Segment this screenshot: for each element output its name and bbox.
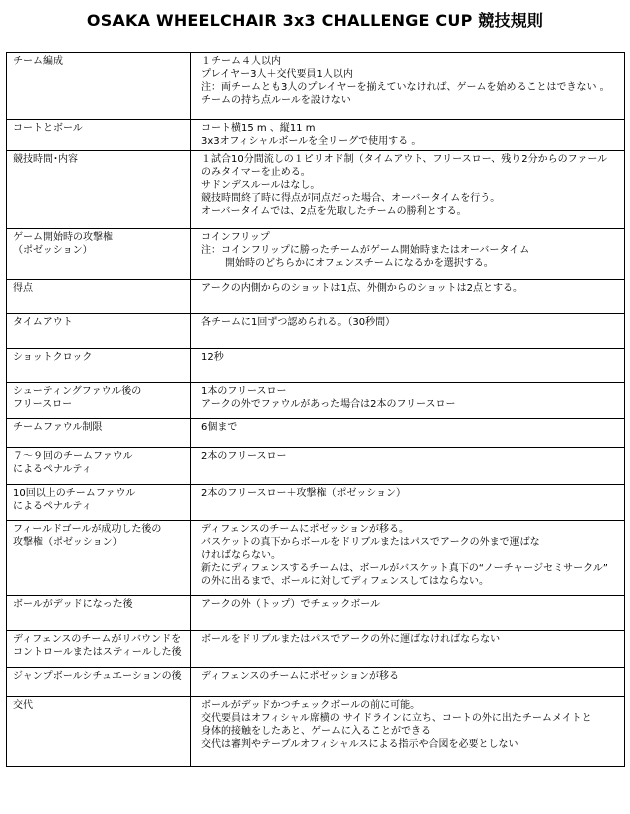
rule-value-line: 2本のフリースロー <box>201 451 287 462</box>
rule-value-cell <box>191 229 625 280</box>
rule-label-line: コートとボール <box>13 123 83 134</box>
rule-value-line: チームの持ち点ルールを設けない <box>201 95 351 106</box>
rule-value-line: ボールをドリブルまたはパスでアークの外に運ばなければならない <box>201 634 501 645</box>
rule-label-cell <box>7 53 191 120</box>
rule-label-line: コントロールまたはスティールした後 <box>13 647 182 658</box>
rule-value-cell <box>191 120 625 151</box>
rule-value-line: ボールがデッドかつチェックボールの前に可能。 <box>201 700 421 711</box>
rule-label-line: ７～９回のチームファウル <box>13 451 133 462</box>
rule-label-line: によるペナルティ <box>13 464 92 475</box>
rule-value-cell <box>191 383 625 419</box>
rule-row <box>7 697 625 767</box>
rule-row <box>7 349 625 383</box>
rule-value-line: 注：両チームとも3人のプレイヤーを揃えていなければ、ゲームを始めることはできない 。 <box>201 82 610 93</box>
rule-value-line: サドンデスルールはなし。 <box>201 180 321 191</box>
rule-row <box>7 280 625 314</box>
rule-value-line: 注：コインフリップに勝ったチームがゲーム開始時またはオーバータイム <box>201 245 530 256</box>
rule-label-cell <box>7 521 191 596</box>
rule-label-cell <box>7 668 191 697</box>
rule-label-cell <box>7 697 191 767</box>
rule-label-line: フィールドゴールが成功した後の <box>13 524 162 535</box>
rule-label-cell <box>7 349 191 383</box>
rule-value-line: バスケットの真下からボールをドリブルまたはパスでアークの外まで運ばな <box>201 537 540 548</box>
rule-label-line: チーム編成 <box>13 56 63 67</box>
rule-value-line: 各チームに1回ずつ認められる。（30秒間） <box>201 317 396 328</box>
rule-label-line: チームファウル制限 <box>13 422 103 433</box>
rule-label-cell <box>7 383 191 419</box>
rule-label-line: ボールがデッドになった後 <box>13 599 133 610</box>
rule-value-line: １試合10分間流しの１ピリオド制（タイムアウト、フリースロー、残り2分からのファール <box>201 154 608 165</box>
rule-value-cell <box>191 521 625 596</box>
rule-value-line: ディフェンスのチームにポゼッションが移る。 <box>201 524 409 535</box>
rule-value-line: １チーム４人以内 <box>201 56 281 67</box>
rule-label-line: 10回以上のチームファウル <box>13 488 136 499</box>
rule-label-line: 攻撃権（ポゼッション） <box>13 537 123 548</box>
rule-value-line: 2本のフリースロー＋攻撃権（ポゼッション） <box>201 488 407 499</box>
rule-label-cell <box>7 485 191 521</box>
rule-label-line: 競技時間･内容 <box>13 154 78 165</box>
rule-value-line: コート横15 m 、縦11 m <box>201 123 316 134</box>
rule-value-cell <box>191 349 625 383</box>
rule-value-line: 3x3オフィシャルボールを全リーグで使用する 。 <box>201 136 422 147</box>
rule-value-cell <box>191 485 625 521</box>
rule-value-cell <box>191 151 625 229</box>
rule-label-line: ゲーム開始時の攻撃権 <box>13 232 113 243</box>
rule-label-line: フリースロー <box>13 399 73 410</box>
rule-value-line: プレイヤー3人＋交代要員1人以内 <box>201 69 353 80</box>
rule-row <box>7 53 625 120</box>
rule-value-line: アークの外（トップ）でチェックボール <box>201 599 380 610</box>
rule-label-cell <box>7 314 191 349</box>
rule-value-cell <box>191 419 625 448</box>
rule-value-cell <box>191 697 625 767</box>
rule-value-cell <box>191 448 625 485</box>
rule-value-cell <box>191 53 625 120</box>
rule-row <box>7 383 625 419</box>
rule-value-cell <box>191 631 625 668</box>
rule-row <box>7 120 625 151</box>
rule-value-line: ければならない。 <box>201 550 281 561</box>
rule-label-line: ショットクロック <box>13 352 93 363</box>
rule-row <box>7 448 625 485</box>
rule-label-cell <box>7 280 191 314</box>
rule-value-cell <box>191 668 625 697</box>
rule-row <box>7 631 625 668</box>
rule-label-cell <box>7 151 191 229</box>
rule-value-line: 新たにディフェンスするチームは、ボールがバスケット真下の“ノーチャージセミサークル” <box>201 563 608 574</box>
rule-value-line: のみタイマーを止める。 <box>201 167 311 178</box>
rule-row <box>7 229 625 280</box>
rule-value-line: アークの外でファウルがあった場合は2本のフリースロー <box>201 399 456 410</box>
rule-value-line: ディフェンスのチームにポゼッションが移る <box>201 671 399 682</box>
rule-value-line: 1本のフリースロー <box>201 386 287 397</box>
rule-row <box>7 668 625 697</box>
rule-label-cell <box>7 448 191 485</box>
rule-row <box>7 521 625 596</box>
page-title: OSAKA WHEELCHAIR 3x3 CHALLENGE CUP 競技規則 <box>86 11 544 30</box>
rule-label-line: （ポゼッション） <box>13 245 93 256</box>
rules-table-body <box>7 53 625 767</box>
rule-label-cell <box>7 229 191 280</box>
rule-label-line: 交代 <box>13 700 33 711</box>
rule-row <box>7 419 625 448</box>
rule-label-line: ディフェンスのチームがリバウンドを <box>13 634 182 645</box>
rule-label-line: ジャンプボールシチュエーションの後 <box>13 671 182 682</box>
rule-label-cell <box>7 596 191 631</box>
rule-value-line: オーバータイムでは、2点を先取したチームの勝利とする。 <box>201 206 467 217</box>
rule-value-line: 競技時間終了時に得点が同点だった場合、オーバータイムを行う。 <box>201 193 501 204</box>
rule-value-line: 6個まで <box>201 422 238 433</box>
rule-row <box>7 485 625 521</box>
rule-row <box>7 151 625 229</box>
rule-label-line: シューティングファウル後の <box>13 386 142 397</box>
rule-label-line: 得点 <box>13 283 33 294</box>
rule-value-line: の外に出るまで、ボールに対してディフェンスしてはならない。 <box>201 576 489 587</box>
rule-value-cell <box>191 596 625 631</box>
rule-label-cell <box>7 419 191 448</box>
rule-value-line: 12秒 <box>201 352 224 363</box>
rule-label-line: によるペナルティ <box>13 501 92 512</box>
rule-row <box>7 314 625 349</box>
rule-value-line: 交代は審判やテーブルオフィシャルスによる指示や合図を必要としない <box>201 739 519 750</box>
rule-value-line: コインフリップ <box>201 232 270 243</box>
rule-value-line: 交代要員はオフィシャル席横の サイドラインに立ち、コートの外に出たチームメイトと <box>201 713 592 724</box>
rule-label-cell <box>7 120 191 151</box>
rule-value-line: アークの内側からのショットは1点、外側からのショットは2点とする。 <box>201 283 524 294</box>
rule-value-line: 身体的接触をしたあと、ゲームに入ることができる <box>201 726 431 737</box>
rule-row <box>7 596 625 631</box>
rule-value-cell <box>191 314 625 349</box>
rule-value-line: 開始時のどちらかにオフェンスチームになるかを選択する。 <box>225 258 494 269</box>
rule-label-cell <box>7 631 191 668</box>
rule-label-line: タイムアウト <box>13 317 73 328</box>
rules-table <box>6 52 625 767</box>
rule-value-cell <box>191 280 625 314</box>
